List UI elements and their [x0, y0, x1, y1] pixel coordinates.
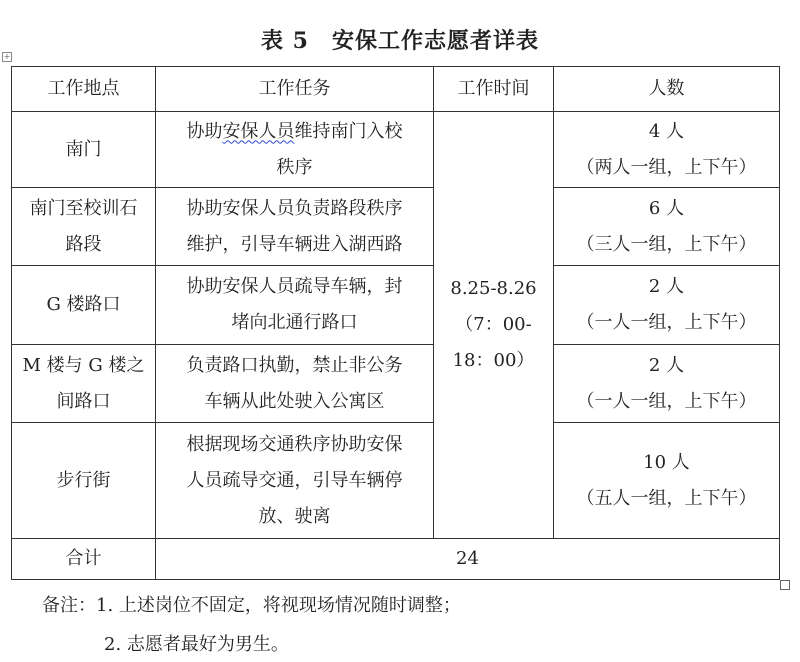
time-line: 8.25-8.26 — [450, 278, 537, 299]
task-line: 维护，引导车辆进入湖西路 — [186, 233, 403, 255]
table-row — [12, 423, 780, 539]
location-line: G 楼路口 — [46, 294, 121, 315]
spellcheck-word: 安保人员 — [222, 120, 295, 142]
count-value: 4 人 — [648, 120, 685, 142]
location-line: 南门至校训石 — [29, 197, 138, 219]
table-total-row — [12, 539, 780, 580]
cell-location — [12, 423, 156, 539]
time-line: （7：00- — [455, 314, 532, 335]
time-line: 18：00） — [452, 350, 535, 371]
cell-task — [156, 423, 434, 539]
location-line: 步行街 — [56, 469, 111, 491]
count-value: 6 人 — [648, 197, 685, 219]
task-text: 维持南门入校 — [294, 120, 403, 142]
volunteer-table — [11, 66, 780, 580]
location-line: 间路口 — [56, 390, 111, 412]
note-line-2: 2. 志愿者最好为男生。 — [104, 634, 289, 655]
task-line: 人员疏导交通，引导车辆停 — [186, 469, 403, 491]
table-resize-handle[interactable] — [780, 580, 790, 590]
count-group: （三人一组，上下午） — [576, 233, 757, 255]
count-value: 10 人 — [643, 451, 690, 473]
header-time: 工作时间 — [434, 67, 554, 112]
table-row — [12, 112, 780, 188]
location-line: 路段 — [65, 233, 102, 255]
task-line: 根据现场交通秩序协助安保 — [186, 433, 403, 455]
task-line: 秩序 — [276, 156, 313, 178]
task-line: 协助安保人员疏导车辆，封 — [186, 276, 403, 297]
total-label: 合计 — [12, 539, 156, 580]
cell-count — [554, 345, 780, 423]
table-header-row — [12, 67, 780, 112]
task-line: 协助安保人员负责路段秩序 — [186, 197, 403, 219]
cell-task — [156, 266, 434, 345]
count-group: （一人一组，上下午） — [576, 390, 757, 412]
header-location: 工作地点 — [12, 67, 156, 112]
cell-location — [12, 188, 156, 266]
task-line: 车辆从此处驶入公寓区 — [204, 390, 385, 412]
cell-work-time — [434, 112, 554, 539]
cell-location — [12, 112, 156, 188]
cell-task — [156, 112, 434, 188]
cell-location — [12, 266, 156, 345]
location-line: M 楼与 G 楼之 — [22, 354, 145, 376]
task-text: 协助 — [186, 120, 223, 142]
cell-task — [156, 188, 434, 266]
table-title: 表 5 安保工作志愿者详表 — [261, 28, 539, 54]
count-value: 2 人 — [648, 354, 685, 376]
cell-count — [554, 188, 780, 266]
cell-location — [12, 345, 156, 423]
cell-count — [554, 423, 780, 539]
task-line: 负责路口执勤，禁止非公务 — [186, 354, 403, 376]
note-line-1: 备注：1. 上述岗位不固定，将视现场情况随时调整； — [42, 595, 461, 616]
header-task: 工作任务 — [156, 67, 434, 112]
table-row — [12, 188, 780, 266]
count-group: （一人一组，上下午） — [576, 312, 757, 333]
total-value: 24 — [156, 539, 780, 580]
table-move-handle-icon[interactable]: + — [3, 52, 11, 61]
count-group: （两人一组，上下午） — [576, 156, 757, 178]
task-line: 堵向北通行路口 — [231, 312, 358, 333]
task-line: 放、驶离 — [258, 505, 331, 527]
cell-count — [554, 266, 780, 345]
count-value: 2 人 — [648, 276, 685, 297]
cell-task — [156, 345, 434, 423]
task-line — [166, 114, 423, 150]
cell-count — [554, 112, 780, 188]
table-row — [12, 345, 780, 423]
count-group: （五人一组，上下午） — [576, 487, 757, 509]
header-count: 人数 — [554, 67, 780, 112]
location-line: 南门 — [65, 138, 102, 160]
table-row — [12, 266, 780, 345]
